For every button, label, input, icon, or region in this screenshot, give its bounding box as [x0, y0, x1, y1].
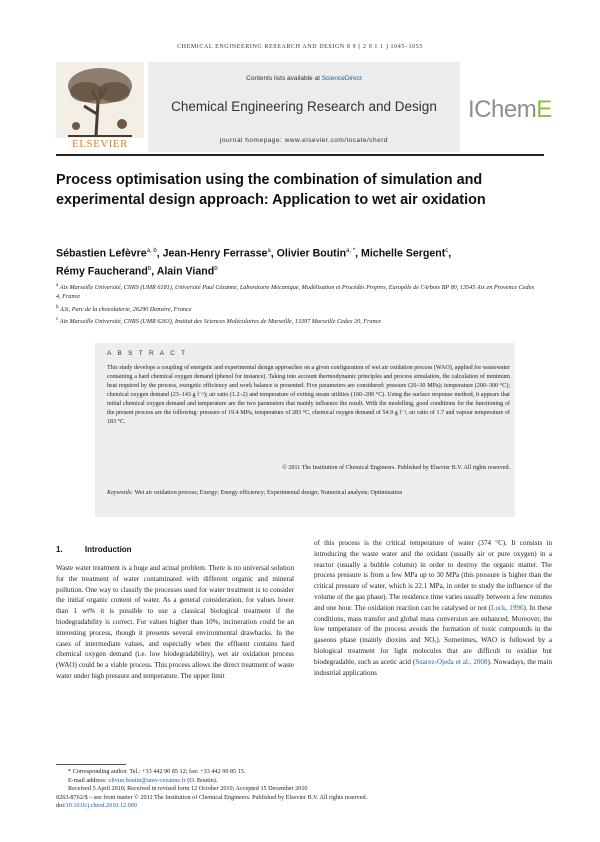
- running-header: CHEMICAL ENGINEERING RESEARCH AND DESIGN 8 9 ( 2 0 1 1 ) 1045–1055: [177, 44, 423, 50]
- body-text: of this process is the critical temperature of water (374 °C). It consists in introducing the waste water and the oxidant (usually air or pure oxygen) in a reactor (usually a bubble column) in order to destroy the organic matter. The process pressure is from a few MPa up to 30 MPa (this pressure is higher than the critical pressure of water, which is 22.1 MPa, in order to study the influence of the volume of the gas phase). The residence time varies usually between a few minutes and one hour. The oxidation reaction can be catalysed or not (: [314, 539, 552, 612]
- doi-link[interactable]: 10.1016/j.cherd.2010.12.009: [65, 802, 137, 810]
- author-sup: b: [147, 265, 152, 272]
- masthead-rule: [56, 154, 544, 156]
- section-title: Introduction: [84, 545, 132, 554]
- journal-title: Chemical Engineering Research and Design: [171, 99, 437, 114]
- body-text: ). In these conditions, mass transfer and global mass conversion are enhanced. Moreover, the low temperature of the process avoids the formation of toxic compounds in the gaseous phase (mainly dioxins and NOₓ). Sometimes, WAO is followed by a biological treatment for light molecules that are difficult to oxidise but biodegradable, such as acetic acid (: [314, 603, 552, 666]
- affiliation-text: Aix Marseille Université, CNRS (UMR 6263), Institut des Sciences Moléculaires de Marseille, 13397 Marseille Cedex 20, France: [59, 318, 382, 326]
- affiliation-text: Aix Marseille Université, CNRS (UMR 6181), Université Paul Cézanne, Laboratoire Mécanique, Modélisation et Procédés Propres, Europôle de l'Arbois BP 80, 13545 Aix en Provence Cedex 4, France: [56, 284, 535, 301]
- author[interactable]: Michelle Sergent: [361, 247, 446, 260]
- footnotes: [56, 768, 544, 811]
- author[interactable]: Sébastien Lefèvre: [56, 247, 147, 260]
- contents-line: [148, 75, 460, 82]
- keywords: [107, 489, 510, 498]
- corresponding-author: * Corresponding author. Tel.: +33 442 90 85 12; fax: +33 442 90 85 15.: [68, 768, 246, 775]
- citation-link[interactable]: Suarez-Ojeda et al., 2008: [415, 657, 488, 666]
- ichem-logo-main: IChem: [468, 96, 537, 123]
- affiliation: [56, 303, 536, 314]
- ichem-logo-end: E: [536, 96, 552, 123]
- email-label: E-mail address:: [68, 776, 107, 784]
- abstract-heading: A B S T R A C T: [107, 350, 188, 357]
- author[interactable]: Alain Viand: [156, 265, 215, 278]
- section-number: 1.: [56, 545, 63, 554]
- sciencedirect-link[interactable]: ScienceDirect: [321, 75, 362, 82]
- author-sup: a, b: [146, 248, 157, 254]
- tree-icon: [56, 62, 144, 138]
- affiliation: [56, 315, 536, 326]
- issn-line: 0263-8762/$ – see front matter © 2011 The Institution of Chemical Engineers. Published by Elsevier B.V. All rights reserved.: [56, 793, 368, 801]
- body-left-column: Waste water treatment is a huge and actual problem. There is no universal solution for the treatment of water contaminated with different organic and mineral pollution. One way to classify the processes used for water treatment is to consider the initial organic content of water. As a general consideration, for values lower than 1 wt% it is possible to use a classical biological treatment if the biodegradability is correct. For values higher than 10%, incineration could be an interesting process, though it presents several environmental drawbacks. In the cases of intermediate values, and especially when the effluent contains hard chemical oxygen demand (i.e. low biodegradability), wet air oxidation process (WAO) could be a viable process. This process allows the direct treatment of waste water under high pressure and temperature. The upper limit: [56, 564, 294, 680]
- keywords-label: Keywords:: [107, 490, 134, 496]
- affiliation-sup: c: [56, 316, 59, 323]
- ichem-logo: [468, 96, 552, 124]
- body-right-column: [314, 538, 552, 678]
- publisher-wordmark: ELSEVIER: [72, 138, 128, 150]
- email-link[interactable]: olivier.boutin@univ-cezanne.fr: [108, 776, 186, 784]
- author[interactable]: Rémy Faucherand: [56, 265, 148, 278]
- contents-prefix: Contents lists available at: [246, 75, 320, 82]
- abstract-text: This study develops a coupling of energetic and experimental design approaches on a given configuration of wet air oxidation process (WAO), applied for wastewater containing a hard chemical oxygen demand (phenol for instance). Taking into account thermodynamic principles and process simulation, the calculation of minimum heat required by the process, exergetic efficiency and work balance is presented. Five parameters are considered: pressure (20–30 MPa); temperature (200–300 °C); chemical oxygen demand (23–143 g l⁻¹); air ratio (1.2–2) and temperature of exiting steam utilities (160–200 °C). Using the surface response method, it appears that initial chemical oxygen demand and temperature are the two parameters that mainly influence the result. With the modelling, good conditions for the functioning of the present process are the following: pressure of 19.4 MPa, temperature of 283 °C, chemical oxygen demand of 54.9 g l⁻¹, air ratio of 1.7 and vapour temperature of 183 °C.: [107, 365, 510, 425]
- affiliation-sup: b: [56, 303, 59, 310]
- author-sup: a: [267, 248, 271, 254]
- affiliations: [56, 281, 536, 328]
- doi-line: [56, 802, 544, 811]
- author[interactable]: Jean-Henry Ferrasse: [162, 247, 268, 260]
- received-dates: Received 5 April 2010; Received in revised form 12 October 2010; Accepted 15 December 2010: [68, 785, 308, 793]
- affiliation-sup: a: [56, 282, 59, 288]
- section-heading: [56, 545, 132, 554]
- author-sup: b: [214, 265, 218, 272]
- citation-link[interactable]: Luck, 1996: [491, 603, 524, 612]
- email-suffix: (O. Boutin).: [187, 776, 218, 784]
- affiliation: [56, 281, 536, 302]
- author[interactable]: Olivier Boutin: [276, 247, 347, 260]
- journal-homepage[interactable]: journal homepage: www.elsevier.com/locate/cherd: [219, 137, 389, 144]
- author-list: Sébastien Lefèvre$^{a, b}$, Jean-Henry Ferrasse$^a$, Olivier Boutin$^{a, *}$, Michelle Sergent$^c$, Rémy Faucherand$^b$, Alain Viand$^b$: [56, 247, 452, 278]
- footnote-rule: [56, 764, 126, 765]
- author-sup: c: [445, 248, 449, 254]
- keywords-text: Wet air oxidation process; Exergy; Energy efficiency; Experimental design; Numerical analysis; Optimisation: [134, 490, 403, 496]
- email-line: [56, 777, 544, 786]
- doi-prefix: doi:: [56, 802, 66, 810]
- affiliation-text: A3i, Parc de la chocolaterie, 26290 Donzère, France: [60, 305, 192, 313]
- body-text: ). Nowadays, the main industrial applications: [314, 657, 552, 677]
- author-sup: a, *: [346, 248, 356, 254]
- copyright-line: © 2011 The Institution of Chemical Engineers. Published by Elsevier B.V. All rights reserved.: [282, 465, 510, 471]
- article-title: Process optimisation using the combination of simulation and experimental design approach: Application to wet air oxidation: [56, 172, 486, 208]
